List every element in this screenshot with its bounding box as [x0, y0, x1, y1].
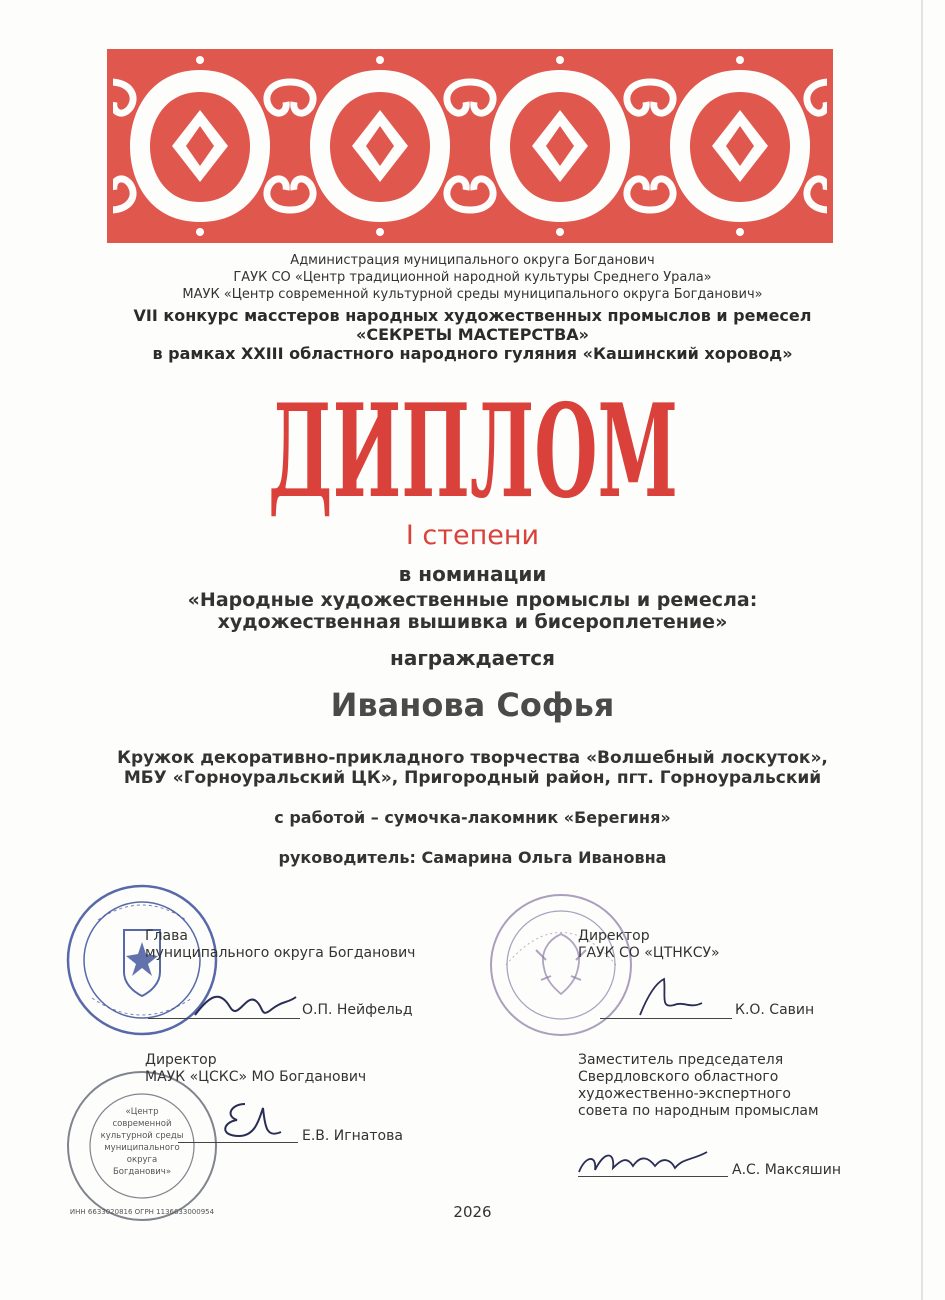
signature-head-name: О.П. Нейфельд: [302, 1002, 413, 1018]
recipient-name: Иванова Софья: [330, 686, 615, 724]
contest-line: в рамках XXIII областного народного гуляния «Кашинский хоровод»: [152, 344, 793, 363]
role-line: совета по народным промыслам: [578, 1103, 819, 1119]
role-line: Свердловского областного: [578, 1069, 779, 1085]
role-line: Директор: [578, 928, 650, 944]
club-line: МБУ «Горноуральский ЦК», Пригородный район, пгт. Горноуральский: [123, 768, 822, 788]
organizer-line: ГАУК СО «Центр традиционной народной культуры Среднего Урала»: [233, 270, 712, 285]
awarded-label: награждается: [390, 646, 555, 670]
mauk-stamp-text: современной: [112, 1119, 172, 1129]
mauk-stamp-text: муниципального: [104, 1143, 180, 1153]
nomination: [0, 563, 945, 633]
degree: I степени: [405, 520, 540, 551]
signature-center-name: К.О. Савин: [735, 1002, 815, 1018]
mauk-stamp-text: «Центр: [125, 1107, 159, 1117]
document-title: [0, 377, 945, 527]
signature-line: [578, 1176, 728, 1177]
signature-head-role: [145, 928, 415, 962]
role-line: Глава: [145, 928, 188, 944]
role-line: ГАУК СО «ЦТНКСУ»: [578, 945, 720, 961]
mauk-stamp-text: Богданович»: [112, 1167, 172, 1177]
signature-center-role: [578, 928, 720, 962]
mauk-stamp-text: культурной среды: [100, 1131, 184, 1141]
nomination-line: «Народные художественные промыслы и ремесла:: [187, 589, 758, 611]
contest-line: «СЕКРЕТЫ МАСТЕРСТВА»: [356, 325, 589, 344]
signature-line: [178, 1142, 298, 1143]
year: 2026: [453, 1203, 492, 1221]
role-line: художественно-экспертного: [578, 1086, 791, 1102]
role-line: Заместитель председателя: [578, 1052, 784, 1068]
role-line: МАУК «ЦСКС» МО Богданович: [145, 1069, 367, 1085]
organizer-line: МАУК «Центр современной культурной среды муниципального округа Богданович»: [182, 287, 763, 302]
club-info: [0, 748, 945, 788]
role-line: Директор: [145, 1052, 217, 1068]
signature-line: [600, 1018, 732, 1019]
signature-mauk-name: Е.В. Игнатова: [302, 1128, 403, 1144]
club-line: Кружок декоративно-прикладного творчества «Волшебный лоскуток»,: [117, 748, 828, 768]
organizers: [0, 252, 945, 303]
work-title: с работой – сумочка-лакомник «Берегиня»: [274, 808, 671, 827]
document-title-text: ДИПЛОМ: [267, 377, 678, 527]
nomination-intro: в номинации: [398, 562, 547, 586]
mauk-stamp-ids: ИНН 6633020816 ОГРН 1136633000954: [69, 1208, 215, 1216]
signature-mauk-role: [145, 1052, 366, 1086]
document-title-graphic: [263, 377, 683, 527]
signature-mauk-scribble: [215, 1098, 285, 1142]
role-line: муниципального округа Богданович: [145, 945, 416, 961]
signature-line: [148, 1018, 300, 1019]
contest-title: [0, 306, 945, 363]
signature-center-scribble: [630, 975, 710, 1021]
nomination-line: художественная вышивка и бисероплетение»: [217, 611, 728, 633]
ornament-border: [110, 52, 830, 240]
organizer-line: Администрация муниципального округа Богданович: [290, 253, 655, 268]
mauk-stamp-text: округа: [126, 1155, 158, 1165]
signature-deputy-role: [578, 1052, 819, 1120]
contest-line: VII конкурс масстеров народных художественных промыслов и ремесел: [133, 306, 812, 325]
leader: руководитель: Самарина Ольга Ивановна: [278, 848, 667, 867]
mauk-stamp: [62, 1066, 222, 1226]
signature-head-scribble: [190, 985, 300, 1025]
signature-deputy-name: А.С. Максяшин: [732, 1162, 841, 1178]
